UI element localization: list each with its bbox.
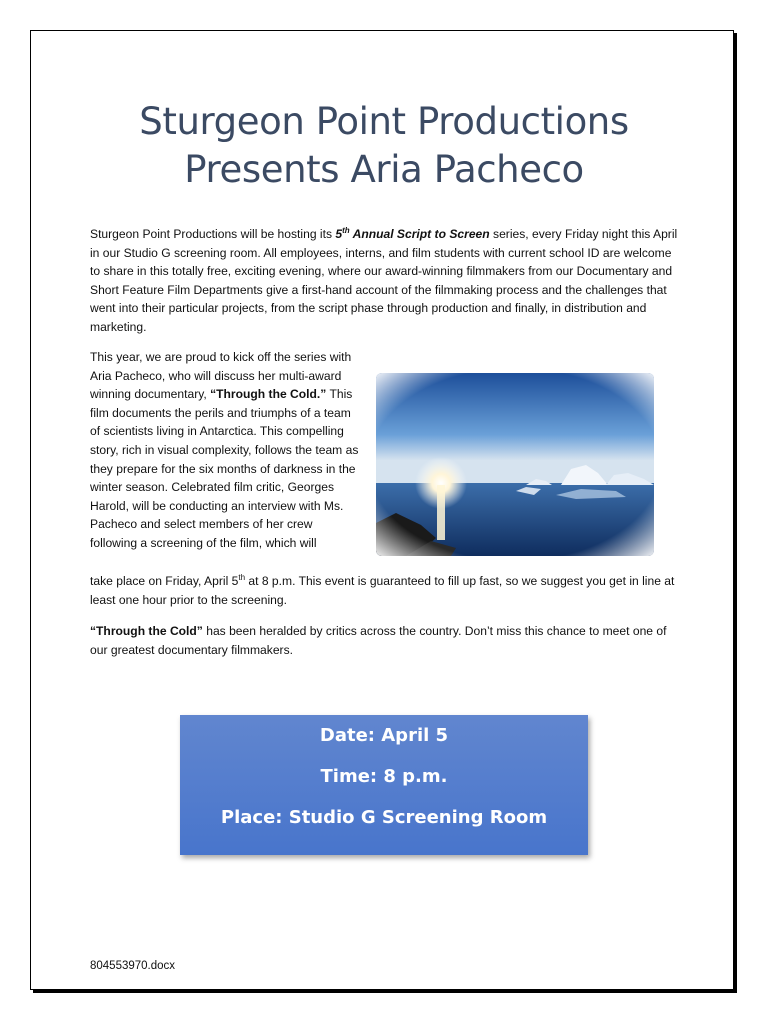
intro-paragraph xyxy=(90,225,678,337)
title-line-2: Presents Aria Pacheco xyxy=(184,148,584,191)
p2-text-before: This year, we are proud to kick off the series with Aria Pacheco, who will discuss her multi-award winning documentary, xyxy=(90,350,352,402)
event-date: Date: April 5 xyxy=(319,725,449,746)
title-line-1: Sturgeon Point Productions xyxy=(139,100,629,143)
closing-paragraph xyxy=(90,622,678,659)
p1-text-before: Sturgeon Point Productions will be hosting its xyxy=(90,227,336,241)
film-paragraph xyxy=(90,348,362,553)
p1-superscript: th xyxy=(342,225,350,235)
event-place: Place: Studio G Screening Room xyxy=(220,807,548,828)
p3-text-before: take place on Friday, April 5 xyxy=(90,574,239,588)
p4-film-title: “Through the Cold” xyxy=(90,624,203,638)
p1-series-name: Annual Script to Screen xyxy=(349,227,490,241)
footer-filename: 804553970.docx xyxy=(90,960,176,972)
p4-text-after: has been heralded by critics across the country. Don’t miss this chance to meet one of our greatest documentary filmmakers. xyxy=(90,624,667,657)
p1-text-after: series, every Friday night this April in our Studio G screening room. All employees, interns, and film students with current school ID are welcome to share in this totally free, exciting evening, where our award-winning filmmakers from our Documentary and Short Feature Film Departments give a first-hand account of the filmmaking process and the challenges that went into their particular projects, from the script phase through production and finally, in distribution and marketing. xyxy=(90,227,678,334)
p3-superscript: th xyxy=(238,572,246,582)
p2-text-after: This film documents the perils and triumphs of a team of scientists living in Antarctica. This compelling story, rich in visual complexity, follows the team as they prepare for the six months of darkness in the winter season. Celebrated film critic, Georges Harold, will be conducting an interview with Ms. Pacheco and select members of her crew following a screening of the film, which will xyxy=(90,387,359,550)
document-title xyxy=(90,98,678,194)
p1-number: 5 xyxy=(335,227,343,241)
event-info-box xyxy=(180,715,588,855)
event-paragraph xyxy=(90,572,678,609)
p3-text-after: at 8 p.m. This event is guaranteed to fill up fast, so we suggest you get in line at least one hour prior to the screening. xyxy=(90,574,675,607)
event-time: Time: 8 p.m. xyxy=(320,766,448,787)
p2-film-title: “Through the Cold.” xyxy=(210,387,327,402)
iceberg-sunset-photo xyxy=(376,373,654,556)
